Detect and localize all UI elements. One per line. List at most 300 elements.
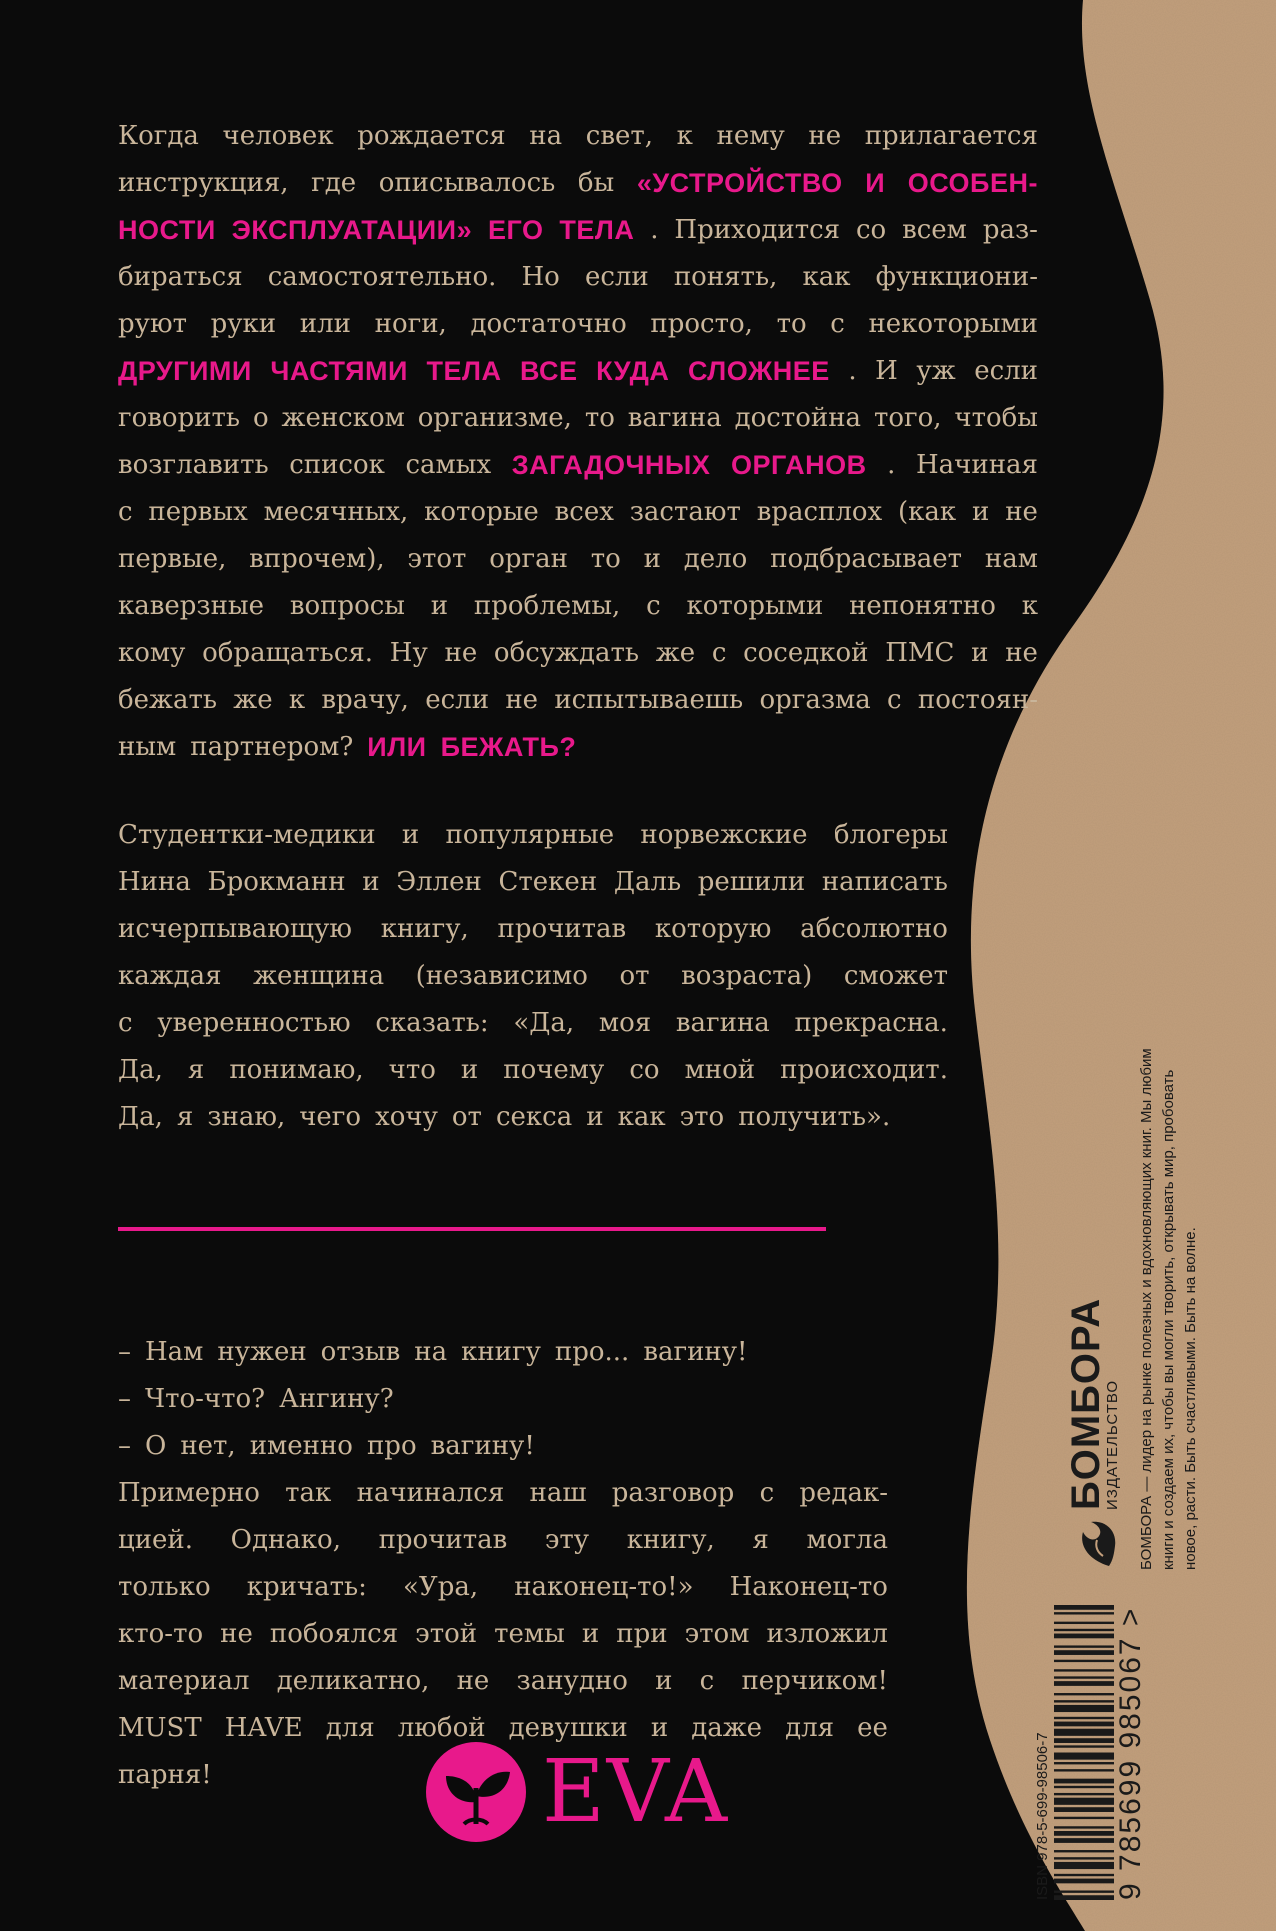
word: всех bbox=[554, 497, 614, 527]
eva-logo-text: EVA bbox=[542, 1742, 730, 1842]
word: если bbox=[425, 685, 490, 715]
word: проблемы, bbox=[473, 591, 621, 621]
review-paragraph bbox=[118, 1329, 888, 1799]
word: Ангину? bbox=[279, 1384, 394, 1414]
word: парня! bbox=[118, 1760, 212, 1790]
word: кричать: bbox=[246, 1572, 367, 1602]
word: возглавить bbox=[118, 450, 269, 480]
word: норвежские bbox=[640, 820, 808, 850]
word: понять, bbox=[673, 262, 778, 292]
word: с bbox=[118, 497, 133, 527]
word: перчиком! bbox=[741, 1666, 888, 1696]
word: написать bbox=[821, 867, 948, 897]
word: и bbox=[460, 1055, 479, 1085]
eva-logo bbox=[424, 1740, 729, 1844]
text-line bbox=[118, 906, 948, 953]
barcode-bar bbox=[1054, 1717, 1114, 1719]
barcode-bar bbox=[1054, 1879, 1114, 1884]
word: говорить bbox=[118, 403, 241, 433]
word: . bbox=[848, 356, 857, 386]
text-line bbox=[118, 1423, 888, 1470]
barcode-bar bbox=[1054, 1729, 1114, 1736]
barcode-icon bbox=[1054, 1605, 1114, 1900]
word: мной bbox=[684, 1055, 756, 1085]
word: то bbox=[776, 309, 807, 339]
word: от bbox=[619, 961, 650, 991]
word: наш bbox=[529, 1478, 587, 1508]
word: соседкой bbox=[743, 638, 869, 668]
word: оргазма bbox=[759, 685, 871, 715]
word: то bbox=[590, 544, 621, 574]
word: прочитав bbox=[497, 914, 627, 944]
barcode-bar bbox=[1054, 1769, 1114, 1771]
barcode-bar bbox=[1054, 1738, 1114, 1743]
word: и bbox=[581, 1619, 600, 1649]
highlight-word: ЗАГАДОЧНЫХ bbox=[511, 450, 711, 480]
word: женском bbox=[281, 403, 405, 433]
highlight-word: ТЕЛА bbox=[426, 356, 502, 386]
word: как bbox=[802, 262, 851, 292]
word: вагину! bbox=[430, 1431, 535, 1461]
word: партнером? bbox=[190, 732, 354, 762]
word: и bbox=[643, 544, 661, 574]
word: обсуждать bbox=[493, 638, 640, 668]
word: нет, bbox=[180, 1431, 236, 1461]
word: самостоятельно. bbox=[267, 262, 497, 292]
word: вагина bbox=[627, 403, 722, 433]
word: сможет bbox=[843, 961, 948, 991]
text-line bbox=[118, 160, 1038, 207]
word: с bbox=[646, 591, 661, 621]
word: к bbox=[1021, 591, 1038, 621]
word: почему bbox=[503, 1055, 605, 1085]
text-line bbox=[118, 395, 1038, 442]
word: на bbox=[529, 121, 563, 151]
word: непонятно bbox=[849, 591, 996, 621]
word: первые, bbox=[118, 544, 227, 574]
word: описывалось bbox=[378, 168, 556, 198]
word: не bbox=[220, 1619, 253, 1649]
text-line bbox=[118, 1564, 888, 1611]
barcode-bar bbox=[1054, 1705, 1114, 1712]
word: это bbox=[679, 1102, 725, 1132]
barcode-bar bbox=[1054, 1817, 1114, 1819]
barcode-bar bbox=[1054, 1793, 1114, 1795]
text-line bbox=[118, 1611, 888, 1658]
word: каверзные bbox=[118, 591, 265, 621]
text-line bbox=[118, 348, 1038, 395]
word: и bbox=[655, 1666, 673, 1696]
word: не bbox=[444, 638, 478, 668]
word: сказать: bbox=[375, 1008, 489, 1038]
barcode-bar bbox=[1054, 1612, 1114, 1614]
word: не bbox=[808, 121, 842, 151]
word: свет, bbox=[585, 121, 653, 151]
word: для bbox=[325, 1713, 375, 1743]
text-line bbox=[118, 677, 1038, 724]
text-line bbox=[118, 1000, 948, 1047]
word: руки bbox=[210, 309, 277, 339]
word: и bbox=[401, 820, 420, 850]
barcode-bar bbox=[1054, 1676, 1114, 1678]
word: занудно bbox=[516, 1666, 628, 1696]
word: месячных, bbox=[263, 497, 409, 527]
word: популярные bbox=[445, 820, 615, 850]
word: некоторыми bbox=[868, 309, 1038, 339]
word: врачу, bbox=[321, 685, 409, 715]
word: я bbox=[187, 1055, 205, 1085]
word: про bbox=[366, 1431, 417, 1461]
word: я bbox=[176, 1102, 194, 1132]
barcode-bar bbox=[1054, 1826, 1114, 1828]
publisher-brand bbox=[1064, 1297, 1121, 1570]
word: уверенностью bbox=[157, 1008, 351, 1038]
word: (независимо bbox=[415, 961, 588, 991]
text-line bbox=[118, 536, 1038, 583]
word: эту bbox=[544, 1525, 590, 1555]
word: бы bbox=[577, 168, 615, 198]
word: Нина bbox=[118, 867, 191, 897]
word: самых bbox=[405, 450, 492, 480]
word: того, bbox=[873, 403, 942, 433]
word: или bbox=[299, 309, 351, 339]
text-line bbox=[118, 1517, 888, 1564]
barcode-bar bbox=[1054, 1660, 1114, 1662]
highlight-word: ИЛИ bbox=[367, 732, 427, 762]
word: наконец-то!» bbox=[514, 1572, 694, 1602]
barcode-bar bbox=[1054, 1831, 1114, 1836]
word: даже bbox=[691, 1713, 763, 1743]
word: и bbox=[972, 497, 990, 527]
word: Наконец-то bbox=[729, 1572, 888, 1602]
text-line bbox=[118, 724, 1038, 771]
barcode-bar bbox=[1054, 1669, 1114, 1671]
word: Студентки-медики bbox=[118, 820, 376, 850]
word: при bbox=[616, 1619, 668, 1649]
word: исчерпывающую bbox=[118, 914, 353, 944]
word: Эллен bbox=[396, 867, 482, 897]
word: рождается bbox=[357, 121, 506, 151]
word: именно bbox=[249, 1431, 353, 1461]
highlight-word: ОСОБЕН- bbox=[907, 168, 1038, 198]
word: Брокманн bbox=[207, 867, 346, 897]
word: достаточно bbox=[470, 309, 627, 339]
highlight-word: ТЕЛА bbox=[559, 215, 635, 245]
highlight-word: ОРГАНОВ bbox=[730, 450, 867, 480]
barcode-bar bbox=[1054, 1857, 1114, 1859]
barcode-bar bbox=[1054, 1874, 1114, 1876]
highlight-word: НОСТИ bbox=[118, 215, 216, 245]
word: испытываешь bbox=[554, 685, 744, 715]
word: происходит. bbox=[780, 1055, 948, 1085]
word: – bbox=[118, 1431, 131, 1461]
text-line bbox=[118, 254, 1038, 301]
word: не bbox=[456, 1666, 490, 1696]
word: этой bbox=[415, 1619, 478, 1649]
word: где bbox=[311, 168, 357, 198]
word: Примерно bbox=[118, 1478, 260, 1508]
word: подбрасывает bbox=[770, 544, 963, 574]
word: же bbox=[233, 685, 273, 715]
barcode-bar bbox=[1054, 1605, 1114, 1610]
word: первых bbox=[148, 497, 248, 527]
word: то bbox=[584, 403, 615, 433]
word: которые bbox=[424, 497, 539, 527]
description-paragraph-1 bbox=[118, 113, 1038, 771]
word: со bbox=[855, 215, 887, 245]
highlight-word: ЭКСПЛУАТАЦИИ» bbox=[231, 215, 473, 245]
highlight-word: КУДА bbox=[596, 356, 670, 386]
text-line bbox=[118, 1329, 888, 1376]
word: (как bbox=[898, 497, 957, 527]
barcode-bar bbox=[1054, 1745, 1114, 1747]
word: – bbox=[118, 1337, 131, 1367]
text-line bbox=[118, 442, 1038, 489]
word: с bbox=[759, 1478, 775, 1508]
word: для bbox=[785, 1713, 835, 1743]
word: всем bbox=[902, 215, 967, 245]
word: к bbox=[676, 121, 693, 151]
word: впрочем), bbox=[249, 544, 385, 574]
word: как bbox=[617, 1102, 666, 1132]
word: только bbox=[118, 1572, 211, 1602]
word: инструкция, bbox=[118, 168, 289, 198]
barcode-bar bbox=[1054, 1650, 1114, 1655]
word: ноги, bbox=[374, 309, 447, 339]
barcode-bar bbox=[1054, 1890, 1114, 1892]
word: ным bbox=[118, 732, 177, 762]
publisher-subtitle: ИЗДАТЕЛЬСТВО bbox=[1104, 1379, 1121, 1510]
word: человек bbox=[222, 121, 334, 151]
word: достойна bbox=[734, 403, 862, 433]
word: блогеры bbox=[833, 820, 948, 850]
word: «Да, bbox=[513, 1008, 575, 1038]
word: могла bbox=[806, 1525, 888, 1555]
word: женщина bbox=[253, 961, 385, 991]
word: ее bbox=[857, 1713, 888, 1743]
word: любой bbox=[397, 1713, 486, 1743]
word: не bbox=[1005, 638, 1038, 668]
word: получить». bbox=[738, 1102, 891, 1132]
highlight-word: ВСЕ bbox=[520, 356, 578, 386]
text-line bbox=[118, 1658, 888, 1705]
word: Однако, bbox=[230, 1525, 341, 1555]
word: Стекен bbox=[498, 867, 598, 897]
text-line bbox=[118, 489, 1038, 536]
word: Даль bbox=[613, 867, 682, 897]
word: вопросы bbox=[289, 591, 405, 621]
barcode-bar bbox=[1054, 1753, 1114, 1760]
word: вагина bbox=[675, 1008, 770, 1038]
word: орган bbox=[489, 544, 568, 574]
word: прочитав bbox=[378, 1525, 508, 1555]
word: Начиная bbox=[916, 450, 1038, 480]
barcode-bar bbox=[1054, 1681, 1114, 1686]
text-line bbox=[118, 207, 1038, 254]
highlight-word: БЕЖАТЬ? bbox=[440, 732, 577, 762]
leaf-circle-icon bbox=[424, 1740, 528, 1844]
word: материал bbox=[118, 1666, 250, 1696]
word: знаю, bbox=[207, 1102, 286, 1132]
isbn-label: ISBN 978-5-699-98506-7 bbox=[1034, 1732, 1051, 1900]
text-line bbox=[118, 1094, 948, 1141]
word: хочу bbox=[375, 1102, 438, 1132]
word: ПМС bbox=[885, 638, 955, 668]
text-line bbox=[118, 1376, 888, 1423]
barcode-bar bbox=[1054, 1622, 1114, 1624]
barcode-bar bbox=[1054, 1798, 1114, 1805]
word: функциони- bbox=[875, 262, 1038, 292]
barcode-bar bbox=[1054, 1838, 1114, 1843]
barcode-bar bbox=[1054, 1722, 1114, 1727]
word: не bbox=[505, 685, 539, 715]
publisher-name: БОМБОРА bbox=[1064, 1297, 1108, 1510]
word: если bbox=[584, 262, 649, 292]
word: которую bbox=[654, 914, 772, 944]
word: чего bbox=[299, 1102, 362, 1132]
word: со bbox=[629, 1055, 660, 1085]
barcode-bar bbox=[1054, 1807, 1114, 1812]
publisher-tagline: БОМБОРА — лидер на рынке полезных и вдохновляющих книг. Мы любим книги и создаем их, чтобы вы могли творить, открывать мир, пробовать новое, расти. Быть счастливыми. Быть на волне. bbox=[1138, 1048, 1199, 1570]
word: Но bbox=[521, 262, 560, 292]
word: вагину! bbox=[643, 1337, 748, 1367]
barcode-bar bbox=[1054, 1895, 1114, 1900]
word: бежать bbox=[118, 685, 217, 715]
highlight-word: ДРУГИМИ bbox=[118, 356, 252, 386]
word: «Ура, bbox=[403, 1572, 479, 1602]
word: если bbox=[974, 356, 1038, 386]
word: прилагается bbox=[864, 121, 1038, 151]
barcode-digits: 9 785699 985067 > bbox=[1114, 1606, 1147, 1900]
word: . bbox=[887, 450, 896, 480]
highlight-word: И bbox=[865, 168, 886, 198]
word: список bbox=[289, 450, 385, 480]
text-line bbox=[118, 859, 948, 906]
word: прекрасна. bbox=[794, 1008, 948, 1038]
word: с bbox=[118, 1008, 133, 1038]
word: просто, bbox=[650, 309, 753, 339]
barcode-bar bbox=[1054, 1779, 1114, 1784]
word: от bbox=[451, 1102, 482, 1132]
pink-divider bbox=[118, 1227, 826, 1231]
word: про... bbox=[554, 1337, 630, 1367]
text-line bbox=[118, 1047, 948, 1094]
highlight-word: ЕГО bbox=[488, 215, 544, 245]
word: О bbox=[145, 1431, 167, 1461]
word: цией. bbox=[118, 1525, 194, 1555]
barcode-bar bbox=[1054, 1862, 1114, 1869]
word: деликатно, bbox=[276, 1666, 430, 1696]
word: И bbox=[875, 356, 898, 386]
word: застают bbox=[629, 497, 741, 527]
word: Приходится bbox=[674, 215, 841, 245]
word: понимаю, bbox=[229, 1055, 364, 1085]
word: решили bbox=[697, 867, 806, 897]
barcode-bar bbox=[1054, 1700, 1114, 1702]
word: секса bbox=[495, 1102, 573, 1132]
word: и bbox=[971, 638, 989, 668]
word: врасплох bbox=[756, 497, 883, 527]
word: Да, bbox=[118, 1102, 163, 1132]
word: Да, bbox=[118, 1055, 163, 1085]
word: начинался bbox=[356, 1478, 505, 1508]
text-line bbox=[118, 301, 1038, 348]
word: каждая bbox=[118, 961, 222, 991]
word: книгу bbox=[461, 1337, 541, 1367]
word: и bbox=[586, 1102, 604, 1132]
word: уж bbox=[916, 356, 956, 386]
word: дело bbox=[683, 544, 748, 574]
word: Что-что? bbox=[145, 1384, 266, 1414]
word: с bbox=[699, 1666, 715, 1696]
word: абсолютно bbox=[800, 914, 948, 944]
word: книгу, bbox=[626, 1525, 715, 1555]
word: о bbox=[252, 403, 269, 433]
word: редак- bbox=[799, 1478, 888, 1508]
highlight-word: СЛОЖНЕЕ bbox=[687, 356, 830, 386]
word: бираться bbox=[118, 262, 243, 292]
word: с bbox=[830, 309, 845, 339]
word: кто-то bbox=[118, 1619, 204, 1649]
barcode-bar bbox=[1054, 1634, 1114, 1639]
word: книгу, bbox=[380, 914, 469, 944]
barcode-bar bbox=[1054, 1850, 1114, 1852]
word: . bbox=[650, 215, 659, 245]
word: организме, bbox=[417, 403, 572, 433]
word: к bbox=[288, 685, 306, 715]
word: что bbox=[388, 1055, 436, 1085]
word: так bbox=[285, 1478, 332, 1508]
word: с bbox=[887, 685, 902, 715]
word: девушки bbox=[508, 1713, 628, 1743]
word: Нам bbox=[145, 1337, 204, 1367]
word: на bbox=[414, 1337, 448, 1367]
text-line bbox=[118, 113, 1038, 160]
word: моя bbox=[598, 1008, 652, 1038]
word: кому bbox=[118, 638, 186, 668]
highlight-word: «УСТРОЙСТВО bbox=[636, 168, 843, 198]
word: постоян- bbox=[917, 685, 1038, 715]
text-line bbox=[118, 630, 1038, 677]
word: обращаться. bbox=[202, 638, 374, 668]
word: нам bbox=[984, 544, 1038, 574]
text-line bbox=[118, 583, 1038, 630]
word: нему bbox=[716, 121, 785, 151]
highlight-word: ЧАСТЯМИ bbox=[270, 356, 408, 386]
barcode-bar bbox=[1054, 1762, 1114, 1764]
word: чтобы bbox=[954, 403, 1038, 433]
word: и bbox=[362, 867, 380, 897]
word: я bbox=[752, 1525, 769, 1555]
word: с bbox=[711, 638, 727, 668]
word: MUST bbox=[118, 1713, 202, 1743]
word: изложил bbox=[766, 1619, 888, 1649]
word: раз- bbox=[982, 215, 1038, 245]
word: – bbox=[118, 1384, 131, 1414]
word: отзыв bbox=[320, 1337, 401, 1367]
word: этот bbox=[407, 544, 467, 574]
word: же bbox=[655, 638, 696, 668]
word: Ну bbox=[389, 638, 428, 668]
word: руют bbox=[118, 309, 187, 339]
bombora-wave-icon bbox=[1069, 1518, 1121, 1570]
word: и bbox=[650, 1713, 669, 1743]
word: которыми bbox=[686, 591, 824, 621]
word: побоялся bbox=[269, 1619, 399, 1649]
text-line bbox=[118, 1470, 888, 1517]
word: возраста) bbox=[681, 961, 813, 991]
description-paragraph-2 bbox=[118, 812, 948, 1141]
